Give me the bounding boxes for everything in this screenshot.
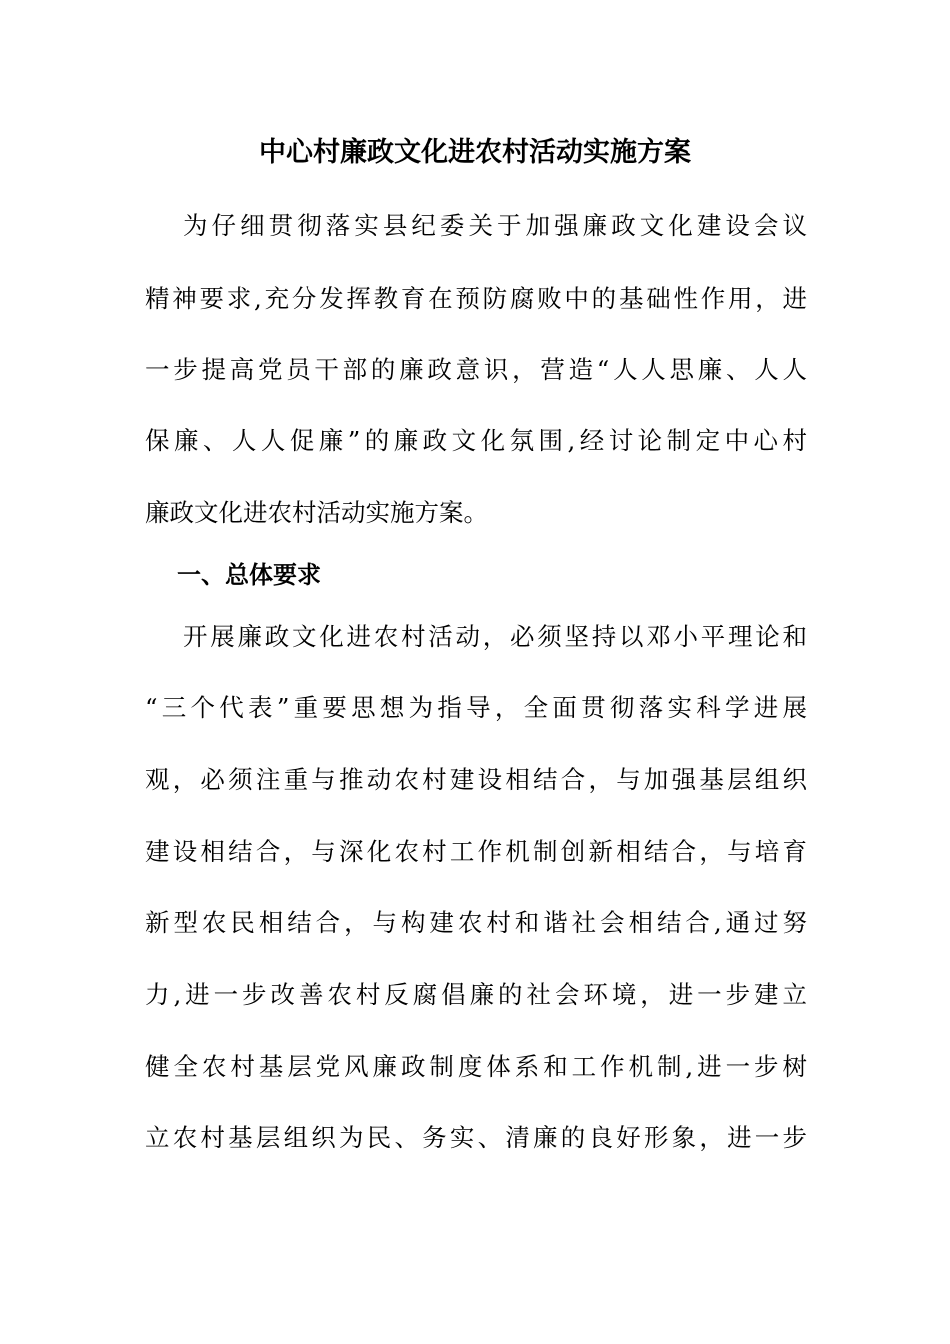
section-body-line: 力,进一步改善农村反腐倡廉的社会环境，进一步建立 (145, 980, 807, 1009)
intro-line: 一步提高党员干部的廉政意识，营造“人人思廉、人人 (145, 355, 807, 384)
section-body-line: 开展廉政文化进农村活动，必须坚持以邓小平理论和 (183, 622, 807, 651)
section-body-line: 观，必须注重与推动农村建设相结合，与加强基层组织 (145, 765, 807, 794)
document-title: 中心村廉政文化进农村活动实施方案 (259, 137, 691, 168)
intro-line: 保廉、人人促廉”的廉政文化氛围,经讨论制定中心村 (145, 426, 807, 455)
section-body-line: “三个代表”重要思想为指导，全面贯彻落实科学进展 (145, 693, 807, 722)
section-body-line: 新型农民相结合，与构建农村和谐社会相结合,通过努 (145, 908, 807, 937)
section-body-line: 立农村基层组织为民、务实、清廉的良好形象，进一步 (145, 1123, 807, 1152)
intro-line: 精神要求,充分发挥教育在预防腐败中的基础性作用，进 (145, 284, 807, 313)
section-body-line: 健全农村基层党风廉政制度体系和工作机制,进一步树 (145, 1052, 807, 1081)
intro-line: 为仔细贯彻落实县纪委关于加强廉政文化建设会议 (183, 211, 807, 240)
intro-line: 廉政文化进农村活动实施方案。 (145, 498, 488, 527)
section-heading: 一、总体要求 (177, 561, 321, 589)
section-body-line: 建设相结合，与深化农村工作机制创新相结合，与培育 (145, 837, 807, 866)
